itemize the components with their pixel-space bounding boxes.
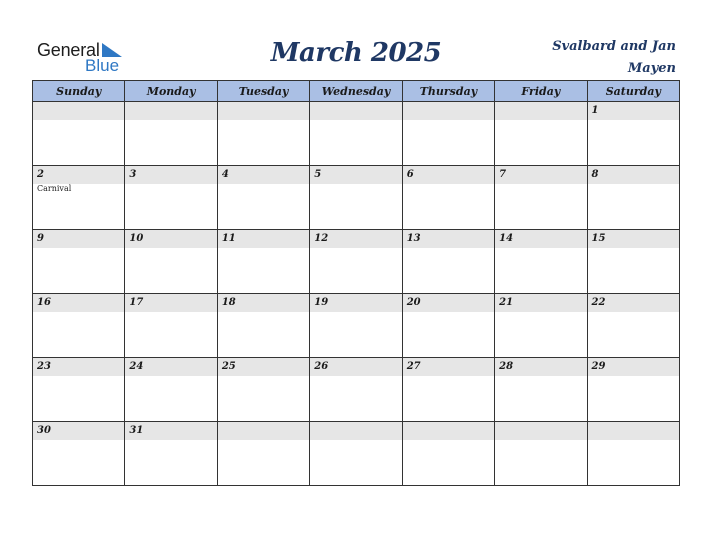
logo-text-general: General [37, 40, 100, 60]
region-name: Svalbard and Jan Mayen [552, 39, 676, 76]
day-number: 19 [314, 297, 329, 308]
day-cell [402, 230, 494, 294]
day-cell-band [125, 294, 216, 312]
day-cell [125, 358, 217, 422]
day-cell [125, 230, 217, 294]
weekday-header: Wednesday [310, 81, 402, 102]
day-cell-band [218, 102, 309, 120]
day-cell-band [310, 422, 401, 440]
day-cell-band [218, 166, 309, 184]
day-cell-band [218, 230, 309, 248]
day-number: 22 [591, 297, 606, 308]
day-cell-band [33, 166, 124, 184]
day-number: 18 [221, 297, 236, 308]
day-cell-band [218, 422, 309, 440]
weekday-header-row [33, 81, 680, 102]
day-cell-band [588, 294, 679, 312]
day-cell [33, 422, 125, 486]
day-cell [125, 422, 217, 486]
day-cell [587, 294, 679, 358]
day-cell-band [403, 230, 494, 248]
day-number: 26 [314, 361, 329, 372]
day-cell [125, 294, 217, 358]
weekday-header: Sunday [33, 81, 125, 102]
day-number: 31 [129, 425, 144, 436]
day-cell [217, 422, 309, 486]
day-cell [310, 166, 402, 230]
day-cell [587, 422, 679, 486]
day-cell-band [125, 102, 216, 120]
day-cell [33, 102, 125, 166]
day-cell [217, 166, 309, 230]
day-cell-band [495, 422, 586, 440]
day-cell [310, 294, 402, 358]
day-cell-band [33, 294, 124, 312]
day-cell-band [310, 358, 401, 376]
weekday-header: Thursday [402, 81, 494, 102]
day-number: 27 [406, 361, 421, 372]
day-cell-band [403, 294, 494, 312]
week-row [33, 230, 680, 294]
day-cell-band [125, 230, 216, 248]
day-number: 24 [129, 361, 144, 372]
day-number: 17 [129, 297, 144, 308]
day-number: 5 [314, 169, 322, 180]
day-cell-band [588, 358, 679, 376]
day-cell-band [403, 166, 494, 184]
day-cell [310, 102, 402, 166]
day-cell-band [403, 422, 494, 440]
day-number: 9 [37, 233, 44, 244]
week-row [33, 294, 680, 358]
day-cell [217, 358, 309, 422]
day-cell [587, 102, 679, 166]
day-cell [33, 294, 125, 358]
day-cell [587, 166, 679, 230]
day-cell [217, 294, 309, 358]
day-number: 23 [37, 361, 51, 372]
weekday-header: Saturday [587, 81, 679, 102]
week-row [33, 422, 680, 486]
day-number: 14 [499, 233, 514, 244]
weekday-header: Friday [495, 81, 587, 102]
day-number: 12 [314, 233, 329, 244]
day-cell [495, 358, 587, 422]
day-cell-band [495, 166, 586, 184]
day-cell-band [495, 230, 586, 248]
day-cell [495, 166, 587, 230]
day-cell-band [33, 102, 124, 120]
day-number: 20 [406, 297, 421, 308]
day-number: 30 [37, 425, 51, 436]
day-cell-band [33, 422, 124, 440]
calendar-grid [32, 80, 680, 486]
day-cell-band [218, 294, 309, 312]
day-number: 28 [499, 361, 514, 372]
day-cell-band [218, 358, 309, 376]
day-number: 25 [221, 361, 236, 372]
day-number: 7 [499, 169, 507, 180]
day-cell-band [125, 422, 216, 440]
day-cell [33, 230, 125, 294]
day-cell [495, 294, 587, 358]
day-cell-band [588, 230, 679, 248]
day-cell-band [495, 358, 586, 376]
day-cell [402, 102, 494, 166]
calendar-title: March 2025 [270, 38, 442, 68]
day-cell [310, 422, 402, 486]
weekday-header: Tuesday [217, 81, 309, 102]
day-number: 15 [591, 233, 606, 244]
day-number: 2 [37, 169, 44, 180]
day-cell-band [403, 102, 494, 120]
day-cell-band [588, 102, 679, 120]
week-row [33, 166, 680, 230]
day-cell [587, 230, 679, 294]
day-number: 13 [406, 233, 421, 244]
day-cell-band [495, 102, 586, 120]
day-cell-band [33, 358, 124, 376]
day-cell-band [33, 230, 124, 248]
day-number: 4 [221, 169, 229, 180]
day-cell [217, 230, 309, 294]
day-cell [495, 102, 587, 166]
day-cell [495, 230, 587, 294]
day-cell [402, 422, 494, 486]
week-row [33, 358, 680, 422]
day-cell [402, 166, 494, 230]
day-cell [125, 166, 217, 230]
day-number: 21 [499, 297, 514, 308]
day-cell-band [310, 166, 401, 184]
holiday-label: Carnival [37, 184, 72, 193]
day-cell-band [310, 102, 401, 120]
day-number: 3 [129, 169, 137, 180]
weekday-header: Monday [125, 81, 217, 102]
day-cell [310, 230, 402, 294]
day-cell [402, 358, 494, 422]
day-cell-band [310, 230, 401, 248]
day-cell-band [310, 294, 401, 312]
day-cell [33, 166, 125, 230]
day-cell [125, 102, 217, 166]
day-number: 16 [37, 297, 51, 308]
week-row [33, 102, 680, 166]
day-cell [495, 422, 587, 486]
day-cell [402, 294, 494, 358]
day-cell-band [588, 166, 679, 184]
day-number: 1 [591, 105, 599, 116]
day-cell [587, 358, 679, 422]
day-number: 8 [591, 169, 599, 180]
day-number: 10 [129, 233, 144, 244]
day-number: 29 [591, 361, 606, 372]
day-cell-band [403, 358, 494, 376]
day-number: 6 [406, 169, 414, 180]
day-cell-band [125, 358, 216, 376]
day-number: 11 [221, 233, 236, 244]
day-cell-band [125, 166, 216, 184]
day-cell [33, 358, 125, 422]
day-cell [310, 358, 402, 422]
logo-text-blue: Blue [85, 56, 120, 75]
day-cell-band [495, 294, 586, 312]
day-cell-band [588, 422, 679, 440]
day-cell [217, 102, 309, 166]
